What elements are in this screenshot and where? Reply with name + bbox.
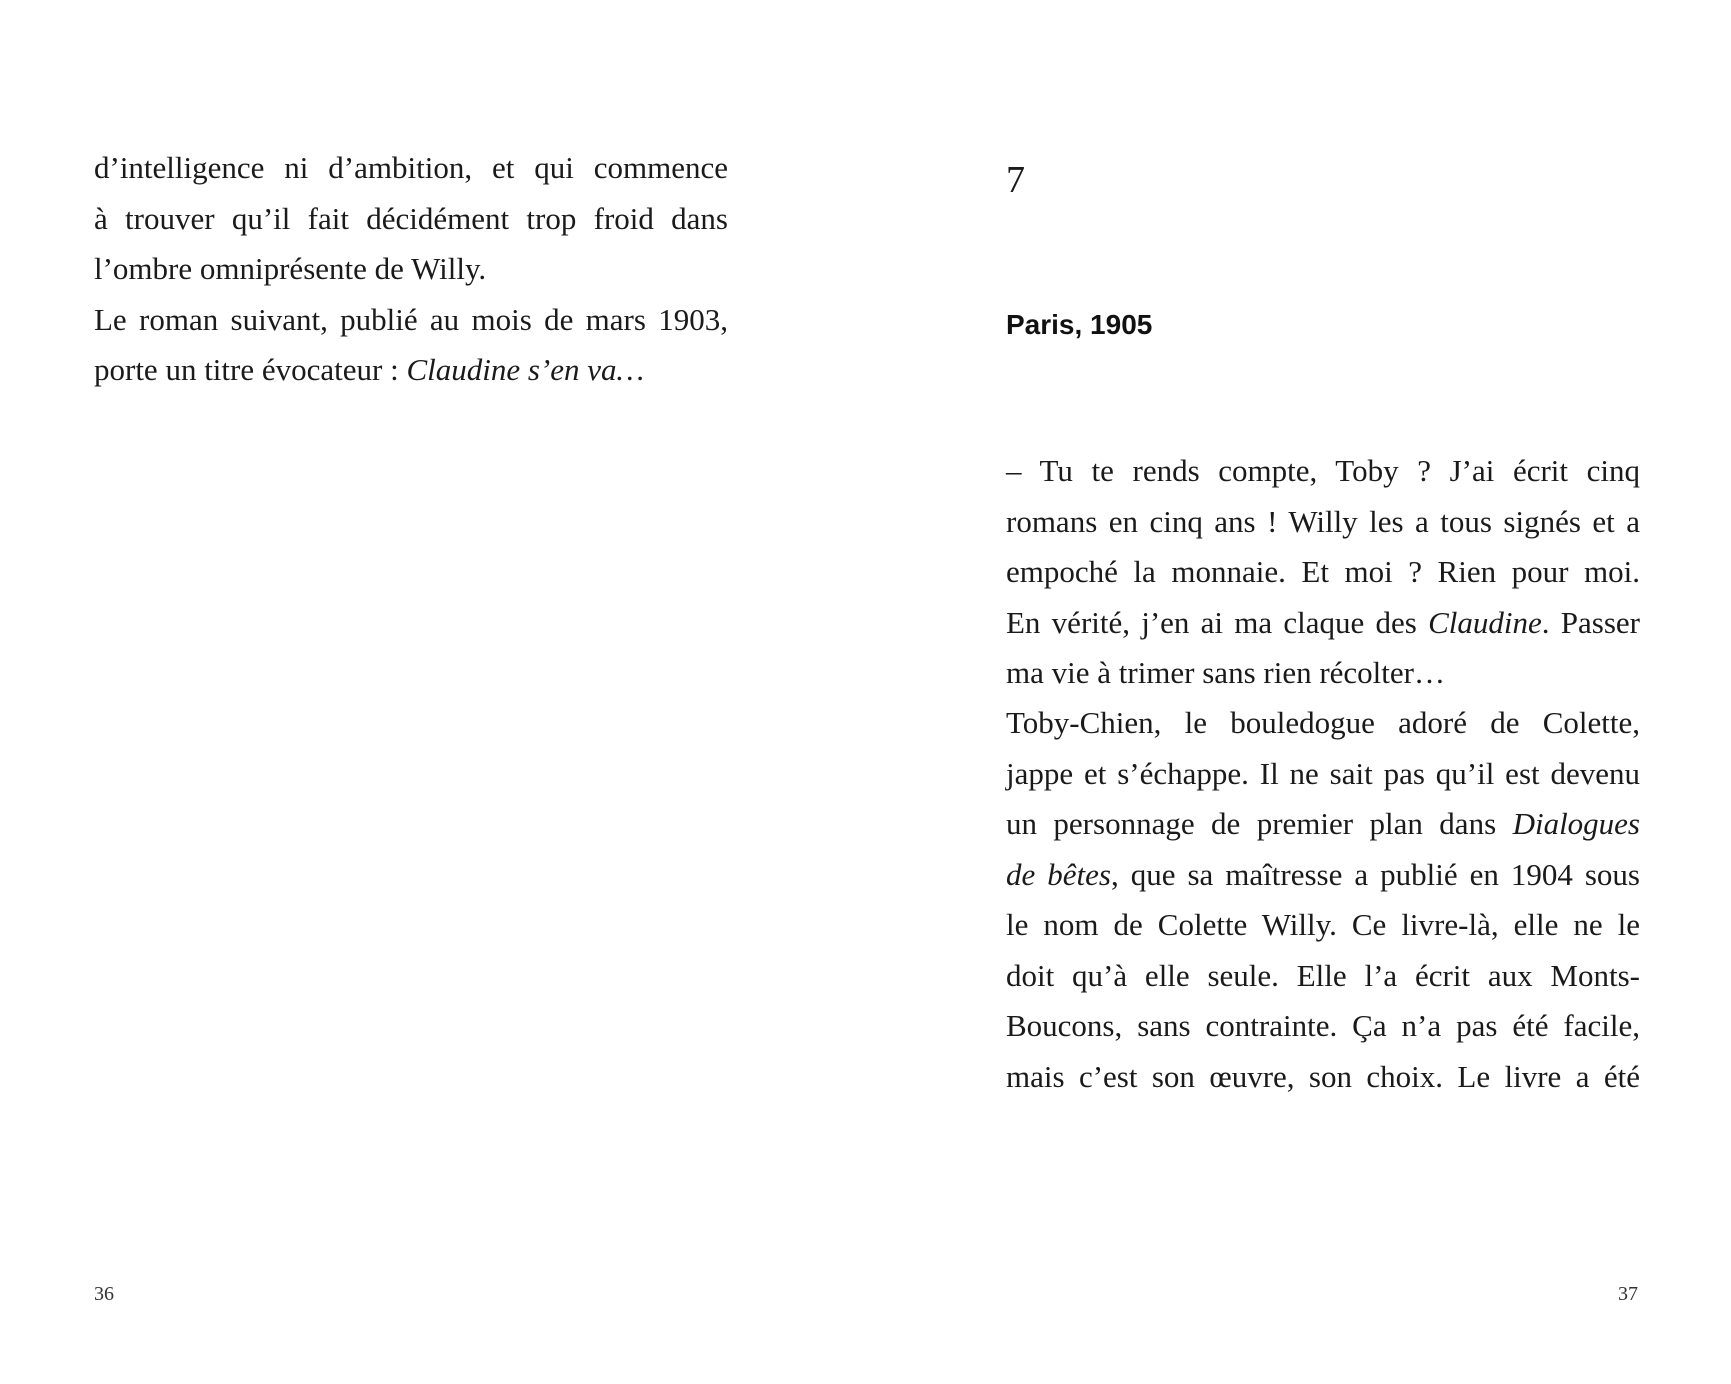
book-title-italic: Claudine s’en va… bbox=[406, 352, 645, 387]
text-run: En vérité, j’en ai ma claque des bbox=[1006, 604, 1429, 640]
text-line bbox=[1006, 598, 1640, 649]
text-line: Toby-Chien, le bouledogue adoré de Colette, bbox=[1006, 705, 1640, 740]
book-title-italic: Claudine bbox=[1428, 604, 1542, 640]
text-line bbox=[94, 345, 728, 396]
text-run: . Passer bbox=[1541, 604, 1640, 640]
paragraph-2 bbox=[1006, 698, 1640, 1102]
text-line: – Tu te rends compte, Toby ? J’ai écrit cinq bbox=[1006, 453, 1640, 488]
page-number-right: 37 bbox=[1618, 1283, 1638, 1305]
text-line: romans en cinq ans ! Willy les a tous signés et a bbox=[1006, 503, 1640, 539]
text-line bbox=[1006, 850, 1640, 901]
text-line: l’ombre omniprésente de Willy. bbox=[94, 251, 487, 286]
text-line: empoché la monnaie. Et moi ? Rien pour moi. bbox=[1006, 554, 1640, 589]
text-line: jappe et s’échappe. Il ne sait pas qu’il est devenu bbox=[1006, 755, 1640, 791]
text-line: d’intelligence ni d’ambition, et qui commence bbox=[94, 150, 728, 185]
book-title-italic: Dialogues bbox=[1512, 806, 1640, 841]
chapter-title: Paris, 1905 bbox=[1006, 309, 1153, 340]
text-run: , que sa maîtresse a publié en 1904 sous bbox=[1110, 856, 1640, 892]
book-title-italic: de bêtes bbox=[1006, 856, 1111, 892]
text-line: le nom de Colette Willy. Ce livre-là, elle ne le bbox=[1006, 907, 1640, 942]
text-run: un personnage de premier plan dans bbox=[1006, 806, 1513, 841]
right-page bbox=[865, 0, 1731, 1384]
text-line: mais c’est son œuvre, son choix. Le livre a été bbox=[1006, 1058, 1640, 1094]
text-line: Le roman suivant, publié au mois de mars 1903, bbox=[94, 301, 728, 337]
left-page-text bbox=[94, 143, 728, 396]
text-line: doit qu’à elle seule. Elle l’a écrit aux Monts- bbox=[1006, 957, 1640, 993]
chapter-number: 7 bbox=[1006, 159, 1025, 201]
paragraph-1 bbox=[1006, 446, 1640, 699]
text-line: Boucons, sans contrainte. Ça n’a pas été facile, bbox=[1006, 1008, 1640, 1043]
left-page bbox=[0, 0, 865, 1384]
page-number-left: 36 bbox=[94, 1283, 114, 1305]
text-line bbox=[1006, 799, 1640, 850]
text-run: porte un titre évocateur : bbox=[94, 352, 407, 387]
text-line: à trouver qu’il fait décidément trop froid dans bbox=[94, 200, 728, 236]
text-line: ma vie à trimer sans rien récolter… bbox=[1006, 655, 1445, 690]
